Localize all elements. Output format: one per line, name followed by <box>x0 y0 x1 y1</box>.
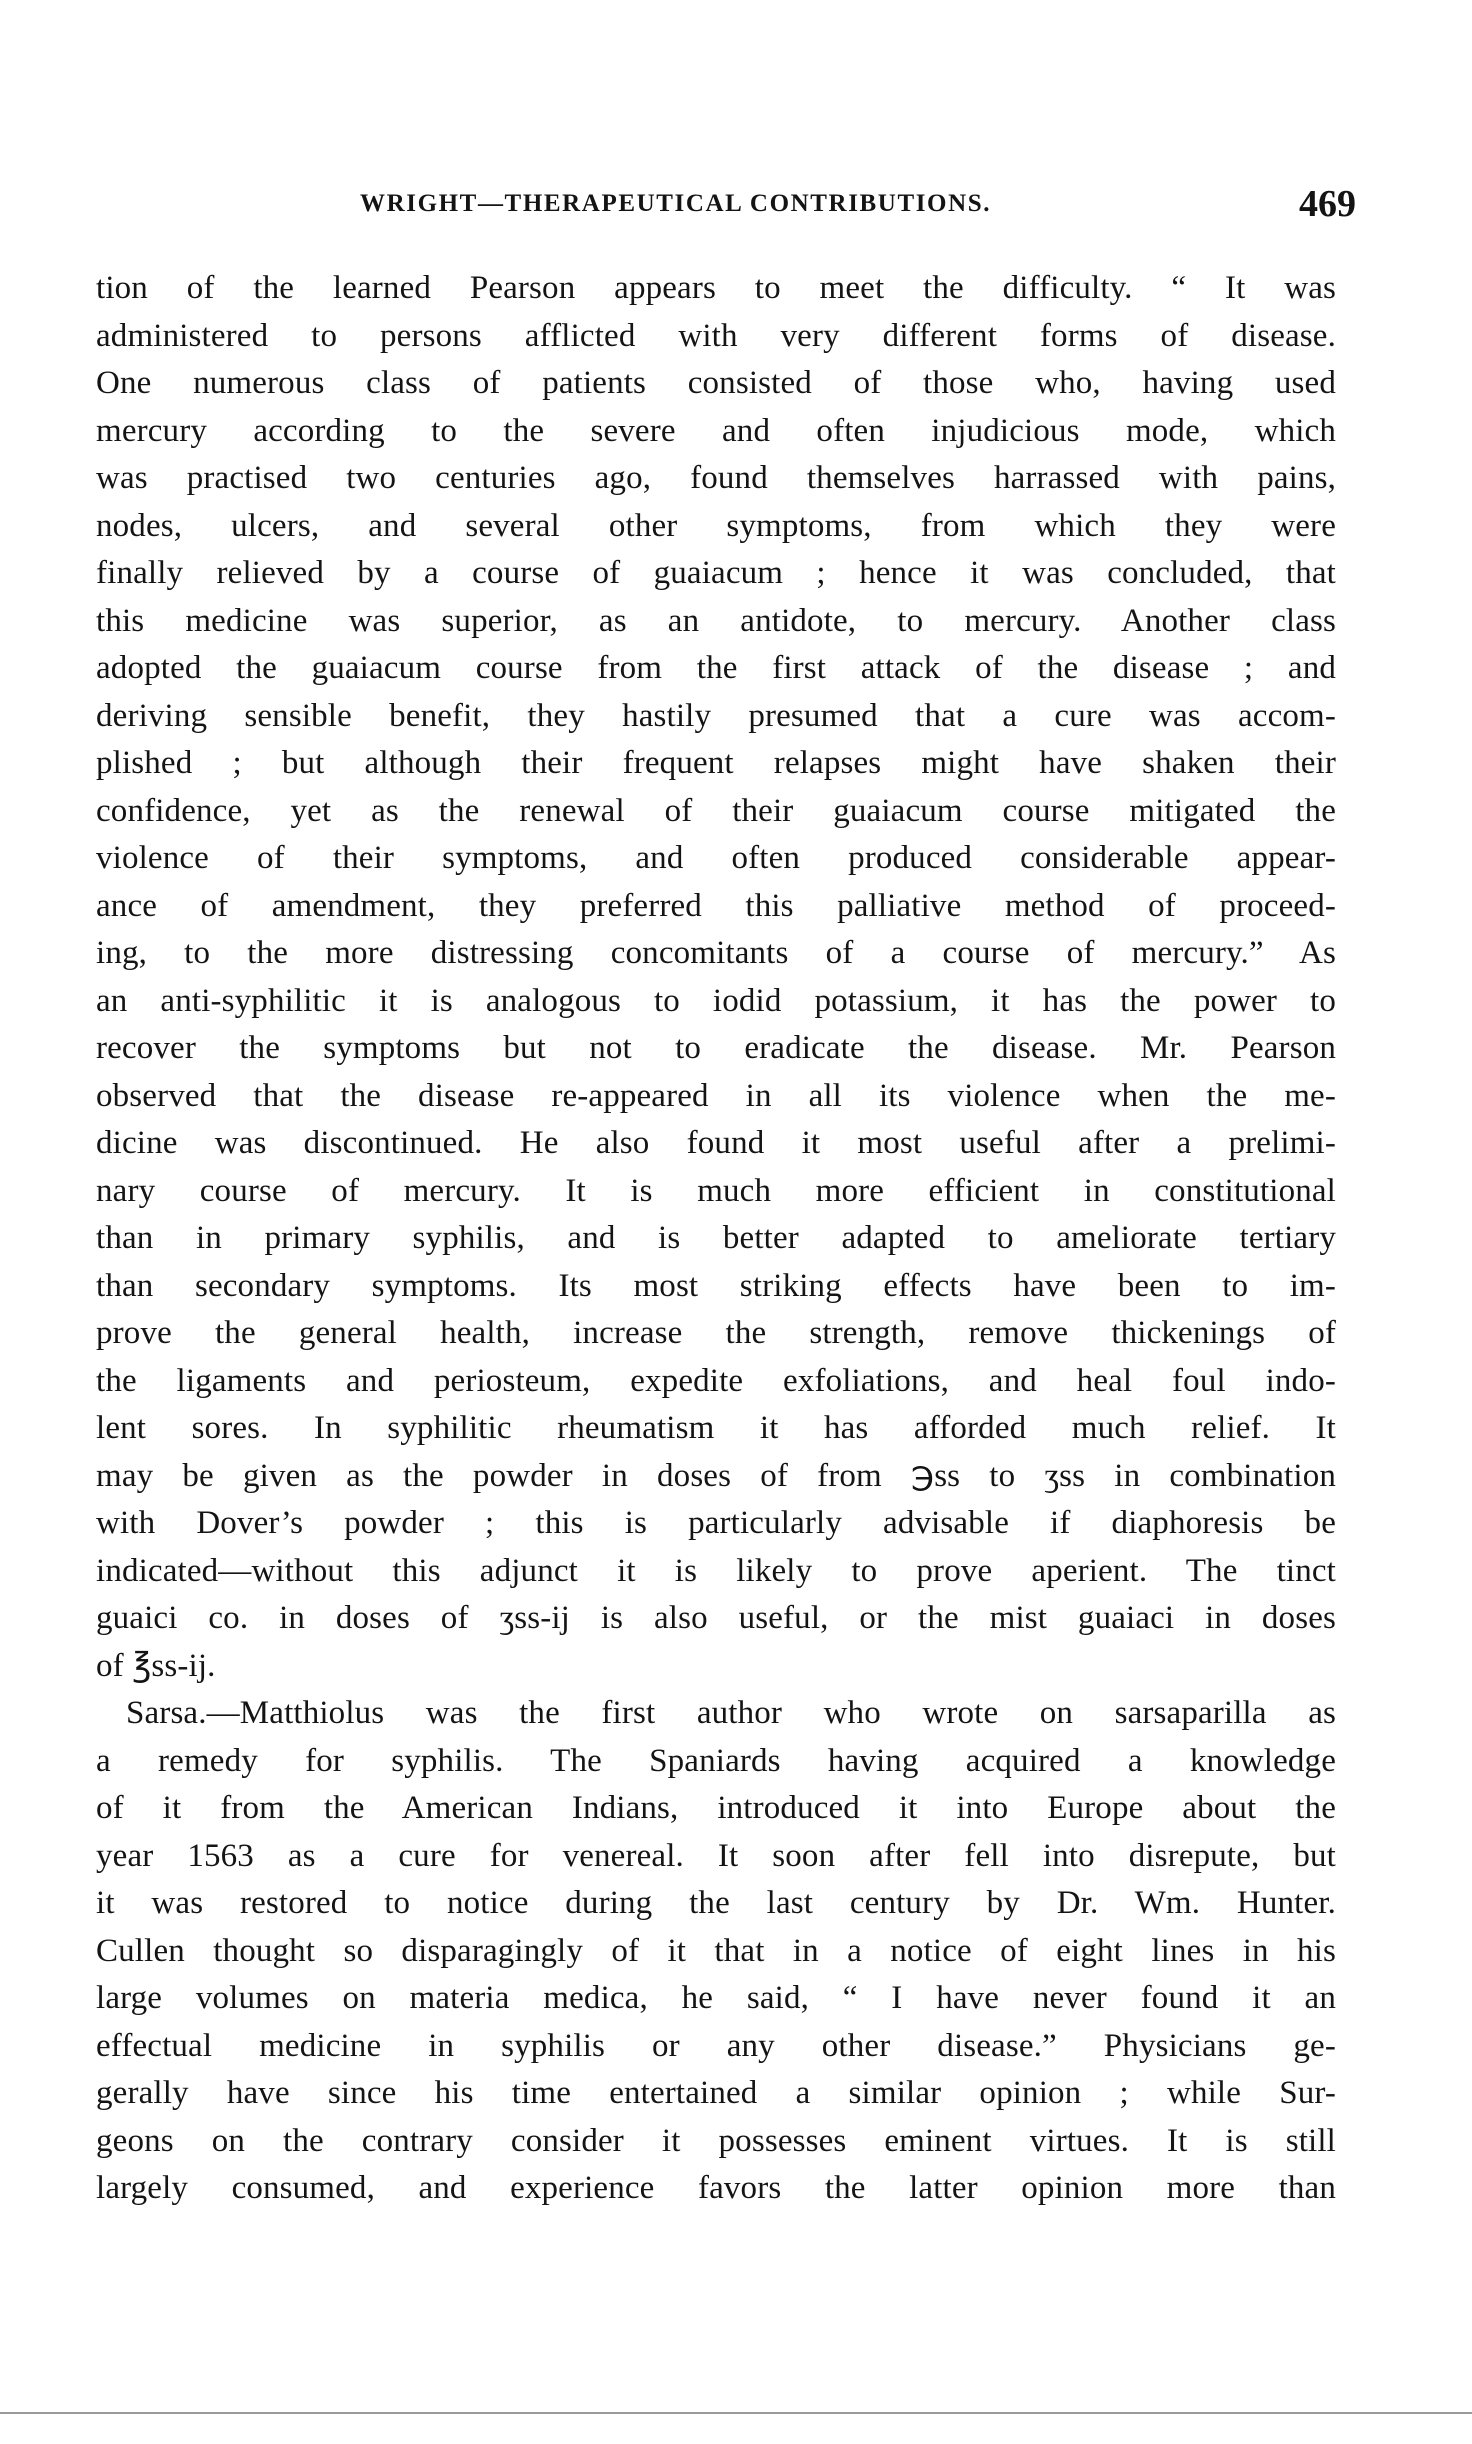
text-line: ing, to the more distressing concomitants of a course of mercury.” As <box>96 935 1336 971</box>
text-line: than in primary syphilis, and is better adapted to ameliorate tertiary <box>96 1220 1336 1256</box>
text-line: largely consumed, and experience favors the latter opinion more than <box>96 2170 1336 2206</box>
text-line: recover the symptoms but not to eradicate the disease. Mr. Pearson <box>96 1030 1336 1066</box>
body-text <box>96 265 1336 2213</box>
running-head: WRIGHT—THERAPEUTICAL CONTRIBUTIONS. <box>360 190 992 217</box>
text-line: ance of amendment, they preferred this palliative method of proceed- <box>96 887 1336 924</box>
text-line: tion of the learned Pearson appears to meet the difficulty. “ It was <box>96 270 1336 306</box>
text-line: of it from the American Indians, introduced it into Europe about the <box>96 1790 1336 1826</box>
text-line: violence of their symptoms, and often produced considerable appear- <box>96 840 1336 876</box>
text-line: year 1563 as a cure for venereal. It soon after fell into disrepute, but <box>96 1837 1336 1874</box>
text-line: lent sores. In syphilitic rheumatism it has afforded much relief. It <box>96 1410 1336 1446</box>
text-line: One numerous class of patients consisted of those who, having used <box>96 365 1336 401</box>
text-line: a remedy for syphilis. The Spaniards having acquired a knowledge <box>96 1742 1336 1779</box>
text-line: geons on the contrary consider it possesses eminent virtues. It is still <box>96 2122 1336 2159</box>
text-line: finally relieved by a course of guaiacum ; hence it was concluded, that <box>96 555 1336 591</box>
scan-bottom-edge <box>0 2412 1472 2414</box>
text-line: adopted the guaiacum course from the first attack of the disease ; and <box>96 650 1336 686</box>
text-line: deriving sensible benefit, they hastily presumed that a cure was accom- <box>96 697 1336 734</box>
text-line: nodes, ulcers, and several other symptoms, from which they were <box>96 507 1336 544</box>
text-line: gerally have since his time entertained a similar opinion ; while Sur- <box>96 2075 1336 2111</box>
text-line: the ligaments and periosteum, expedite exfoliations, and heal foul indo- <box>96 1362 1336 1399</box>
text-line: was practised two centuries ago, found themselves harrassed with pains, <box>96 460 1336 496</box>
text-line: administered to persons afflicted with very different forms of disease. <box>96 317 1336 354</box>
text-line: nary course of mercury. It is much more efficient in constitutional <box>96 1172 1336 1209</box>
text-line: with Dover’s powder ; this is particularly advisable if diaphoresis be <box>96 1505 1336 1541</box>
text-line: effectual medicine in syphilis or any other disease.” Physicians ge- <box>96 2027 1336 2064</box>
text-line: of ℥ss-ij. <box>96 1647 216 1684</box>
text-line: than secondary symptoms. Its most striking effects have been to im- <box>96 1267 1336 1304</box>
text-line: may be given as the powder in doses of from ℈ss to ʒss in combination <box>96 1457 1336 1494</box>
text-line: indicated—without this adjunct it is likely to prove aperient. The tinct <box>96 1552 1336 1589</box>
text-line: mercury according to the severe and often injudicious mode, which <box>96 412 1336 449</box>
text-line: observed that the disease re-appeared in all its violence when the me- <box>96 1077 1336 1114</box>
text-line: this medicine was superior, as an antidote, to mercury. Another class <box>96 602 1336 639</box>
text-line: confidence, yet as the renewal of their guaiacum course mitigated the <box>96 792 1336 829</box>
text-line: large volumes on materia medica, he said, “ I have never found it an <box>96 1980 1336 2016</box>
text-line: Cullen thought so disparagingly of it that in a notice of eight lines in his <box>96 1932 1336 1969</box>
text-line: plished ; but although their frequent relapses might have shaken their <box>96 745 1336 781</box>
page-number: 469 <box>1299 183 1356 225</box>
text-line: Sarsa.—Matthiolus was the first author who wrote on sarsaparilla as <box>126 1695 1336 1731</box>
text-line: an anti-syphilitic it is analogous to iodid potassium, it has the power to <box>96 982 1336 1019</box>
text-line: dicine was discontinued. He also found it most useful after a prelimi- <box>96 1125 1336 1161</box>
text-line: it was restored to notice during the last century by Dr. Wm. Hunter. <box>96 1885 1336 1921</box>
page-header <box>96 183 1356 230</box>
text-line: prove the general health, increase the strength, remove thickenings of <box>96 1315 1336 1351</box>
text-line: guaici co. in doses of ʒss-ij is also useful, or the mist guaiaci in doses <box>96 1600 1336 1636</box>
